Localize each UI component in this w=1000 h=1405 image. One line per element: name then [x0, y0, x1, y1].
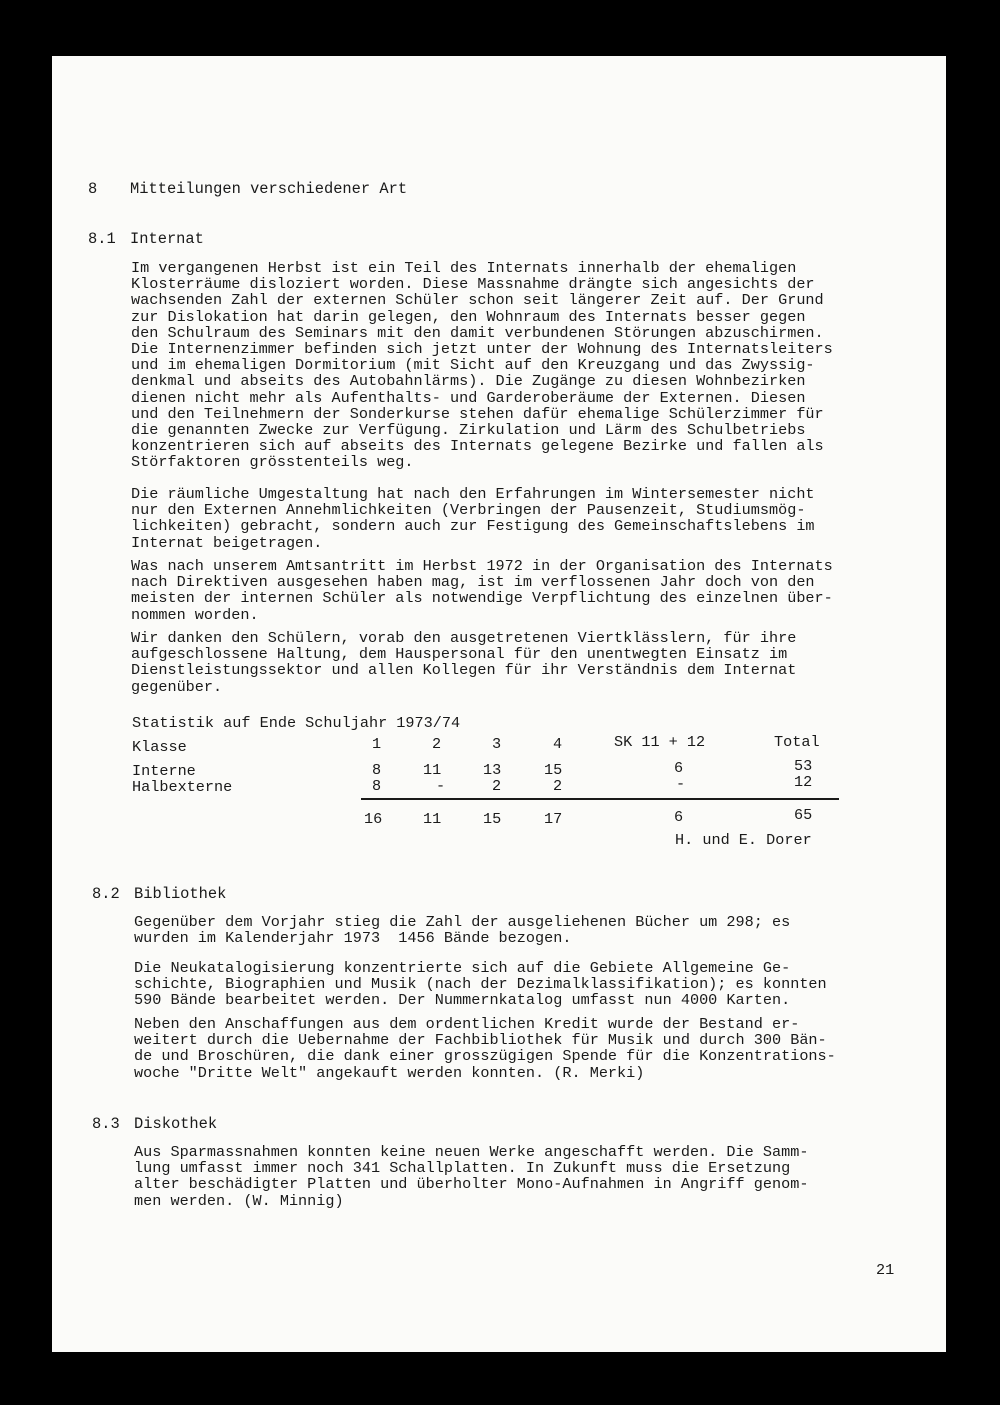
section-title: Mitteilungen verschiedener Art [130, 180, 408, 198]
stats-column-header: 3 [492, 735, 502, 753]
stats-cell: 53 [794, 757, 813, 775]
text-line: wachsenden Zahl der externen Schüler schon seit längerer Zeit auf. Der Grund [131, 291, 824, 310]
text-line: Die räumliche Umgestaltung hat nach den Erfahrungen im Wintersemester nicht [131, 485, 815, 503]
stats-total: 17 [544, 810, 563, 828]
text-line: dienen nicht mehr als Aufenthalts- und Garderoberäume der Externen. Diesen [131, 388, 806, 407]
stats-total: 16 [364, 810, 383, 828]
stats-header-label: Klasse [132, 738, 187, 756]
text-line: Wir danken den Schülern, vorab den ausgetretenen Viertklässlern, für ihre [131, 629, 797, 647]
stats-cell: 8 [372, 777, 382, 795]
text-line: denkmal und abseits des Autobahnlärms). Die Zugänge zu diesen Wohnbezirken [131, 372, 806, 391]
stats-cell: 11 [423, 761, 442, 779]
section-number: 8 [88, 180, 98, 198]
text-line: Was nach unserem Amtsantritt im Herbst 1972 in der Organisation des Internats [131, 557, 833, 575]
stats-cell: 15 [544, 761, 563, 779]
text-line: und den Teilnehmern der Sonderkurse stehen dafür ehemalige Schülerzimmer für [131, 404, 824, 423]
text-line: gegenüber. [131, 677, 223, 696]
text-line: wurden im Kalenderjahr 1973 1456 Bände bezogen. [134, 929, 572, 948]
stats-column-header: 1 [372, 735, 382, 753]
text-line: weitert durch die Uebernahme der Fachbibliothek für Musik und durch 300 Bän- [134, 1031, 827, 1050]
text-line: Klosterräume disloziert worden. Diese Massnahme drängte sich angesichts der [131, 275, 815, 294]
stats-cell: 13 [483, 761, 502, 779]
stats-column-header: 4 [553, 735, 563, 753]
paragraph [131, 260, 911, 471]
paragraph [134, 1016, 914, 1081]
text-line: 590 Bände bearbeitet werden. Der Nummernkatalog umfasst nun 4000 Karten. [134, 991, 791, 1010]
text-line: nach Direktiven ausgesehen haben mag, ist im verflossenen Jahr doch von den [131, 573, 815, 592]
text-line: meisten der internen Schüler als notwendige Verpflichtung des einzelnen über- [131, 589, 833, 608]
stats-column-header: Total [774, 733, 820, 751]
stats-column-header: SK 11 + 12 [614, 733, 706, 751]
text-line: und im ehemaligen Dormitorium (mit Sicht auf den Kreuzgang und das Zwyssig- [131, 356, 815, 375]
text-line: aufgeschlossene Haltung, dem Hauspersonal für den unentwegten Einsatz im [131, 645, 788, 664]
text-line: Gegenüber dem Vorjahr stieg die Zahl der ausgeliehenen Bücher um 298; es [134, 913, 791, 931]
text-line: Aus Sparmassnahmen konnten keine neuen Werke angeschafft werden. Die Samm- [134, 1143, 809, 1161]
text-line: men werden. (W. Minnig) [134, 1191, 344, 1210]
text-line: die genannten Zwecke zur Verfügung. Zirkulation und Lärm des Schulbetriebs [131, 421, 806, 440]
stats-total: 6 [674, 808, 684, 826]
text-line: lichkeiten) gebracht, sondern auch zur Festigung des Gemeinschaftslebens im [131, 517, 815, 536]
stats-total: 65 [794, 806, 813, 824]
text-line: Die Neukatalogisierung konzentrierte sich auf die Gebiete Allgemeine Ge- [134, 959, 791, 977]
text-line: Störfaktoren grösstenteils weg. [131, 453, 414, 472]
text-line: Die Internenzimmer befinden sich jetzt unter der Wohnung des Internatsleiters [131, 340, 833, 359]
stats-cell: 2 [492, 777, 502, 795]
paragraph [131, 630, 911, 695]
stats-row-label: Interne [132, 762, 196, 780]
paragraph [134, 914, 914, 946]
text-line: Im vergangenen Herbst ist ein Teil des Internats innerhalb der ehemaligen [131, 259, 797, 277]
paragraph [134, 960, 914, 1009]
text-line: konzentrieren sich auf abseits des Internats gelegene Bezirke und fallen als [131, 437, 824, 456]
stats-title: Statistik auf Ende Schuljahr 1973/74 [132, 714, 461, 732]
subsection-number: 8.1 [88, 230, 116, 248]
stats-row-label: Halbexterne [132, 778, 233, 796]
text-line: Dienstleistungssektor und allen Kollegen für ihr Verständnis dem Internat [131, 661, 797, 680]
subsection-title: Bibliothek [134, 885, 227, 903]
stats-total: 15 [483, 810, 502, 828]
text-line: Internat beigetragen. [131, 533, 323, 552]
text-line: woche "Dritte Welt" angekauft werden konnten. (R. Merki) [134, 1063, 645, 1082]
paragraph [131, 558, 911, 623]
subsection-number: 8.3 [92, 1115, 120, 1133]
signature: H. und E. Dorer [675, 831, 812, 849]
text-line: schichte, Biographien und Musik (nach der Dezimalklassifikation); es konnten [134, 975, 827, 994]
stats-cell: 6 [674, 759, 684, 777]
paragraph [134, 1144, 914, 1209]
text-line: nommen worden. [131, 605, 259, 624]
text-line: de und Broschüren, die dank einer grosszügigen Spende für die Konzentrations- [134, 1047, 836, 1066]
text-line: zur Dislokation hat darin gelegen, den Wohnraum des Internats besser gegen [131, 307, 806, 326]
text-line: nur den Externen Annehmlichkeiten (Verbringen der Pausenzeit, Studiumsmög- [131, 501, 806, 520]
stats-cell: 2 [553, 777, 563, 795]
text-line: alter beschädigter Platten und überholter Mono-Aufnahmen in Angriff genom- [134, 1175, 809, 1194]
stats-cell: 12 [794, 773, 813, 791]
stats-total: 11 [423, 810, 442, 828]
text-line: Neben den Anschaffungen aus dem ordentlichen Kredit wurde der Bestand er- [134, 1015, 800, 1033]
stats-cell: - [676, 775, 686, 793]
page-number: 21 [876, 1261, 895, 1279]
stats-cell: 8 [372, 761, 382, 779]
text-line: den Schulraum des Seminars mit den damit verbundenen Störungen abzuschirmen. [131, 323, 824, 342]
subsection-title: Internat [130, 230, 204, 248]
stats-cell: - [436, 777, 446, 795]
stats-column-header: 2 [432, 735, 442, 753]
paragraph [131, 486, 911, 551]
text-line: lung umfasst immer noch 341 Schallplatten. In Zukunft muss die Ersetzung [134, 1159, 791, 1178]
stats-total-rule [361, 798, 839, 800]
subsection-number: 8.2 [92, 885, 120, 903]
subsection-title: Diskothek [134, 1115, 218, 1133]
